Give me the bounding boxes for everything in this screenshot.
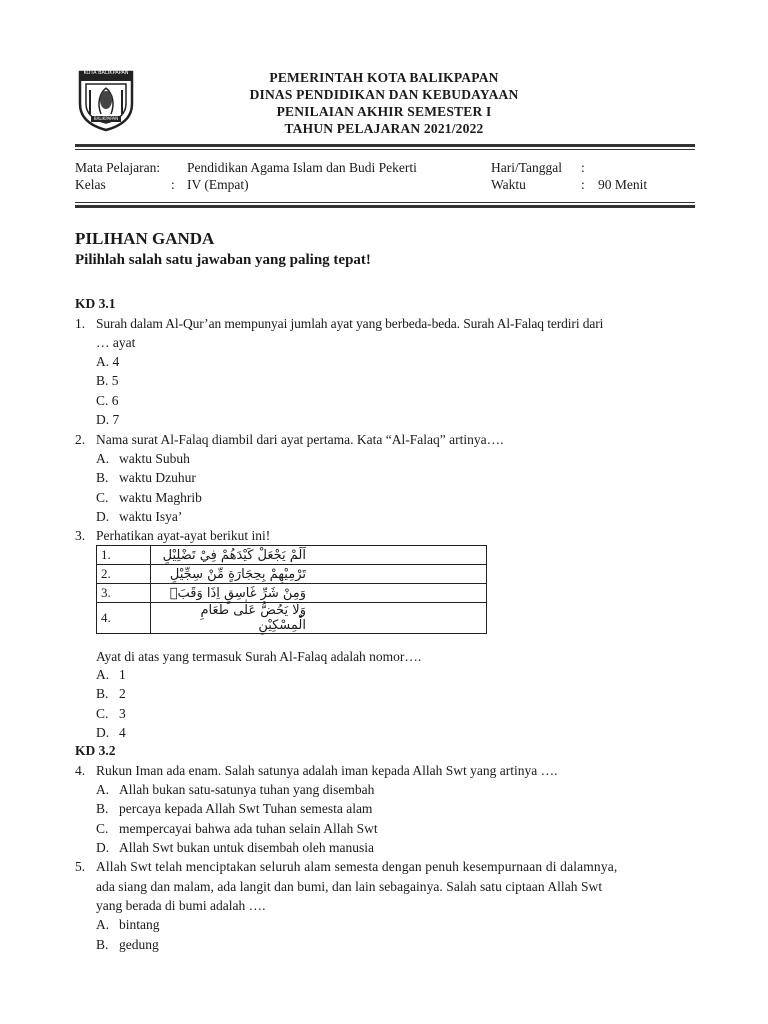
time-label: Waktu [491, 177, 526, 192]
header-government: PEMERINTAH KOTA BALIKPAPAN [269, 70, 499, 85]
q4-number: 4. [75, 763, 86, 778]
q4-text: Rukun Iman ada enam. Salah satunya adalah iman kepada Allah Swt yang artinya …. [96, 763, 558, 778]
table-row [97, 546, 487, 565]
ayat-number: 3. [97, 584, 151, 603]
ayat-number: 4. [97, 603, 151, 634]
q4-label-d: D. [96, 840, 110, 855]
ayat-table [96, 545, 487, 634]
q2-option-c[interactable]: waktu Maghrib [119, 490, 202, 505]
q5-option-b[interactable]: gedung [119, 937, 159, 952]
ayat-number: 2. [97, 565, 151, 584]
class-value: IV (Empat) [187, 177, 249, 192]
class-colon: : [171, 177, 175, 192]
q2-label-c: C. [96, 490, 109, 505]
q5-option-a[interactable]: bintang [119, 917, 160, 932]
q4-label-a: A. [96, 782, 110, 797]
q2-option-b[interactable]: waktu Dzuhur [119, 470, 196, 485]
q4-option-b[interactable]: percaya kepada Allah Swt Tuhan semesta alam [119, 801, 373, 816]
day-label: Hari/Tanggal [491, 160, 563, 175]
table-row [97, 603, 487, 634]
ayat-text: اَلَمْ يَجْعَلْ كَيْدَهُمْ فِيْ تَضْلِيْلٍ [151, 546, 487, 565]
q3-label-c: C. [96, 706, 109, 721]
section-instruction: Pilihlah salah satu jawaban yang paling tepat! [75, 252, 371, 268]
q2-option-d[interactable]: waktu Isya’ [119, 509, 183, 524]
q5-text-line3: yang berada di bumi adalah …. [96, 898, 266, 913]
q2-number: 2. [75, 432, 86, 447]
q5-label-b: B. [96, 937, 109, 952]
q3-label-a: A. [96, 667, 110, 682]
q3-text: Perhatikan ayat-ayat berikut ini! [96, 528, 271, 543]
q1-text-line1: Surah dalam Al-Qur’an mempunyai jumlah ayat yang berbeda-beda. Surah Al-Falaq terdiri dari [96, 316, 604, 331]
day-colon: : [581, 160, 585, 175]
kd-3-2-heading: KD 3.2 [75, 743, 116, 758]
q5-number: 5. [75, 859, 86, 874]
q5-text-line1: Allah Swt telah menciptakan seluruh alam semesta dengan penuh kesempurnaan di dalamnya, [96, 859, 618, 874]
subject-value: Pendidikan Agama Islam dan Budi Pekerti [187, 160, 417, 175]
q1-option-c[interactable]: C. 6 [96, 393, 119, 408]
time-colon: : [581, 177, 585, 192]
q4-option-a[interactable]: Allah bukan satu-satunya tuhan yang disembah [119, 782, 375, 797]
logo-top-text: KOTA BALIKPAPAN [83, 70, 129, 76]
q3-option-d[interactable]: 4 [119, 725, 126, 740]
time-value: 90 Menit [598, 177, 648, 192]
header-divider-thick [75, 144, 695, 147]
ayat-number: 1. [97, 546, 151, 565]
header-divider-thin [75, 149, 695, 150]
info-divider-thin [75, 202, 695, 203]
subject-label: Mata Pelajaran: [75, 160, 161, 175]
ayat-text: وَلَا يَحُضُّ عَلٰى طَعَامِ الْمِسْكِيْنِ [151, 603, 487, 634]
kd-3-1-heading: KD 3.1 [75, 296, 116, 311]
table-row [97, 584, 487, 603]
q3-option-c[interactable]: 3 [119, 706, 126, 721]
q3-option-b[interactable]: 2 [119, 686, 126, 701]
q3-label-d: D. [96, 725, 110, 740]
class-label: Kelas [75, 177, 106, 192]
q2-option-a[interactable]: waktu Subuh [119, 451, 190, 466]
q1-text-line2: … ayat [96, 335, 136, 350]
q3-question: Ayat di atas yang termasuk Surah Al-Falaq adalah nomor…. [96, 649, 422, 664]
q3-number: 3. [75, 528, 86, 543]
q1-option-b[interactable]: B. 5 [96, 373, 119, 388]
q2-label-a: A. [96, 451, 110, 466]
ayat-text: وَمِنْ شَرِّ غَاسِقٍ اِذَا وَقَبَۙ [151, 584, 487, 603]
q5-label-a: A. [96, 917, 110, 932]
q4-label-c: C. [96, 821, 109, 836]
table-row [97, 565, 487, 584]
q3-label-b: B. [96, 686, 109, 701]
ayat-text: تَرْمِيْهِمْ بِحِجَارَةٍ مِّنْ سِجِّيْلٍ [151, 565, 487, 584]
header-department: DINAS PENDIDIKAN DAN KEBUDAYAAN [249, 87, 519, 102]
q2-text: Nama surat Al-Falaq diambil dari ayat pertama. Kata “Al-Falaq” artinya…. [96, 432, 504, 447]
logo-bottom-text: BALIKPAPAN [93, 116, 119, 121]
q2-label-d: D. [96, 509, 110, 524]
info-divider-thick [75, 205, 695, 208]
header-year: TAHUN PELAJARAN 2021/2022 [284, 121, 484, 136]
q1-option-a[interactable]: A. 4 [96, 354, 120, 369]
q4-option-c[interactable]: mempercayai bahwa ada tuhan selain Allah Swt [119, 821, 378, 836]
q1-number: 1. [75, 316, 86, 331]
q5-text-line2: ada siang dan malam, ada langit dan bumi, dan lain sebagainya. Salah satu ciptaan Allah Swt [96, 879, 603, 894]
q3-option-a[interactable]: 1 [119, 667, 126, 682]
q4-label-b: B. [96, 801, 109, 816]
section-title: PILIHAN GANDA [75, 229, 215, 248]
q4-option-d[interactable]: Allah Swt bukan untuk disembah oleh manusia [119, 840, 374, 855]
header-exam: PENILAIAN AKHIR SEMESTER I [276, 104, 492, 119]
q1-option-d[interactable]: D. 7 [96, 412, 120, 427]
q2-label-b: B. [96, 470, 109, 485]
